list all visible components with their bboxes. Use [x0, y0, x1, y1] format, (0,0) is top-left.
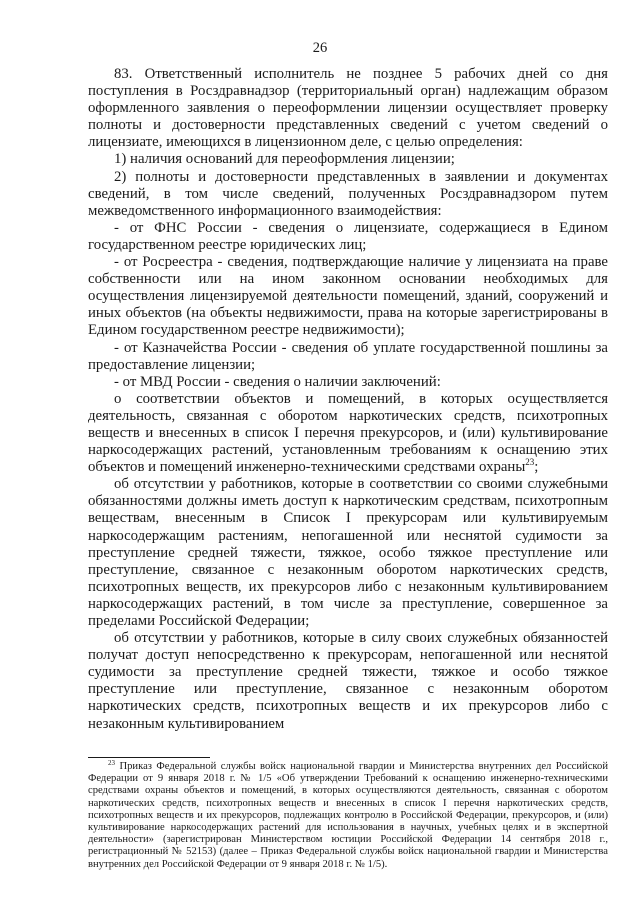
footnote-number: 23 — [108, 759, 115, 767]
paragraph-workers-precursors: об отсутствии у работников, которые в силу своих служебных обязанностей получат доступ непосредственно к прекурсорам, непогашенной или неснятой судимости за преступление средней тяжести, тяжкое и особо тяжкое преступление или преступление, связанное с незаконным оборотом наркотических средств, психотропных веществ и их прекурсоров либо с незаконным культивированием — [88, 630, 608, 732]
paragraph-workers-access: об отсутствии у работников, которые в соответствии со своими служебными обязанностями должны иметь доступ к наркотическим средствам, психотропным веществам, внесенным в Список I прекурсорам или культивируемым наркосодержащим растениям, непогашенной или неснятой судимости за преступление средней тяжести, тяжкое, особо тяжкое преступление или преступление, связанное с незаконным оборотом наркотических средств, психотропных веществ, их прекурсоров либо с незаконным культивированием наркосодержащих растений, в том числе за преступление, совершенное за пределами Российской Федерации; — [88, 476, 608, 629]
footnote — [88, 761, 608, 871]
footnote-separator — [88, 757, 210, 758]
paragraph-83: 83. Ответственный исполнитель не позднее 5 рабочих дней со дня поступления в Росздравнадзор (территориальный орган) надлежащим образом оформленного заявления о переоформлении лицензии осуществляет проверку полноты и достоверности представленных сведений с учетом сведений о лицензиате, имеющихся в лицензионном деле, с целью определения: — [88, 66, 608, 151]
footnote-reference: 23 — [525, 457, 535, 468]
paragraph-fns: - от ФНС России - сведения о лицензиате, содержащиеся в Едином государственном реестре юридических лиц; — [88, 219, 608, 253]
paragraph-rosreestr: - от Росреестра - сведения, подтверждающие наличие у лицензиата на праве собственности или на ином законном основании необходимых для осуществления лицензируемой деятельности помещений, зданий, сооружений и иных объектов (на объекты недвижимости, права на которые зарегистрированы в Едином государственном реестре недвижимости); — [88, 254, 608, 339]
paragraph-mvd: - от МВД России - сведения о наличии заключений: — [114, 373, 441, 390]
page-number: 26 — [312, 40, 328, 56]
footnote-text: Приказ Федеральной службы войск национальной гвардии и Министерства внутренних дел Российской Федерации от 9 января 2018 г. № 1/5 «Об утверждении Требований к оснащению инженерно-техническими средствами охраны объектов и помещений, в которых осуществляются деятельность, связанная с оборотом наркотических средств, психотропных веществ и внесенных в список I перечня наркотических средств, психотропных веществ и их прекурсоров, подлежащих контролю в Российской Федерации, прекурсоров, и (или) культивирование наркосодержащих растений для использования в научных, учебных целях и в экспертной деятельности» (зарегистрирован Министерством юстиции Российской Федерации 14 сентября 2018 г., регистрационный № 52153) (далее – Приказ Федеральной службы войск национальной гвардии и Министерства внутренних дел Российской Федерации от 9 января 2018 г. № 1/5). — [88, 761, 608, 870]
paragraph-treasury: - от Казначейства России - сведения об уплате государственной пошлины за предоставление лицензии; — [88, 339, 608, 373]
paragraph-objects-text: о соответствии объектов и помещений, в которых осуществляется деятельность, связанная с оборотом наркотических средств, психотропных веществ и внесенных в список I перечня прекурсоров, и (или) культивирование наркосодержащих растений, установленным требованиям к оснащению этих объектов и помещений инженерно-техническими средствами охраны — [88, 390, 608, 476]
footnote-paragraph — [88, 761, 608, 871]
paragraph-item-1: 1) наличия оснований для переоформления лицензии; — [114, 151, 455, 168]
footnote-reference-suffix: ; — [534, 459, 539, 476]
paragraph-item-2: 2) полноты и достоверности представленных в заявлении и документах сведений, в том числе сведений, полученных Росздравнадзором путем межведомственного информационного взаимодействия: — [88, 168, 608, 219]
main-text — [88, 66, 608, 733]
paragraph-objects-compliance — [88, 391, 608, 476]
